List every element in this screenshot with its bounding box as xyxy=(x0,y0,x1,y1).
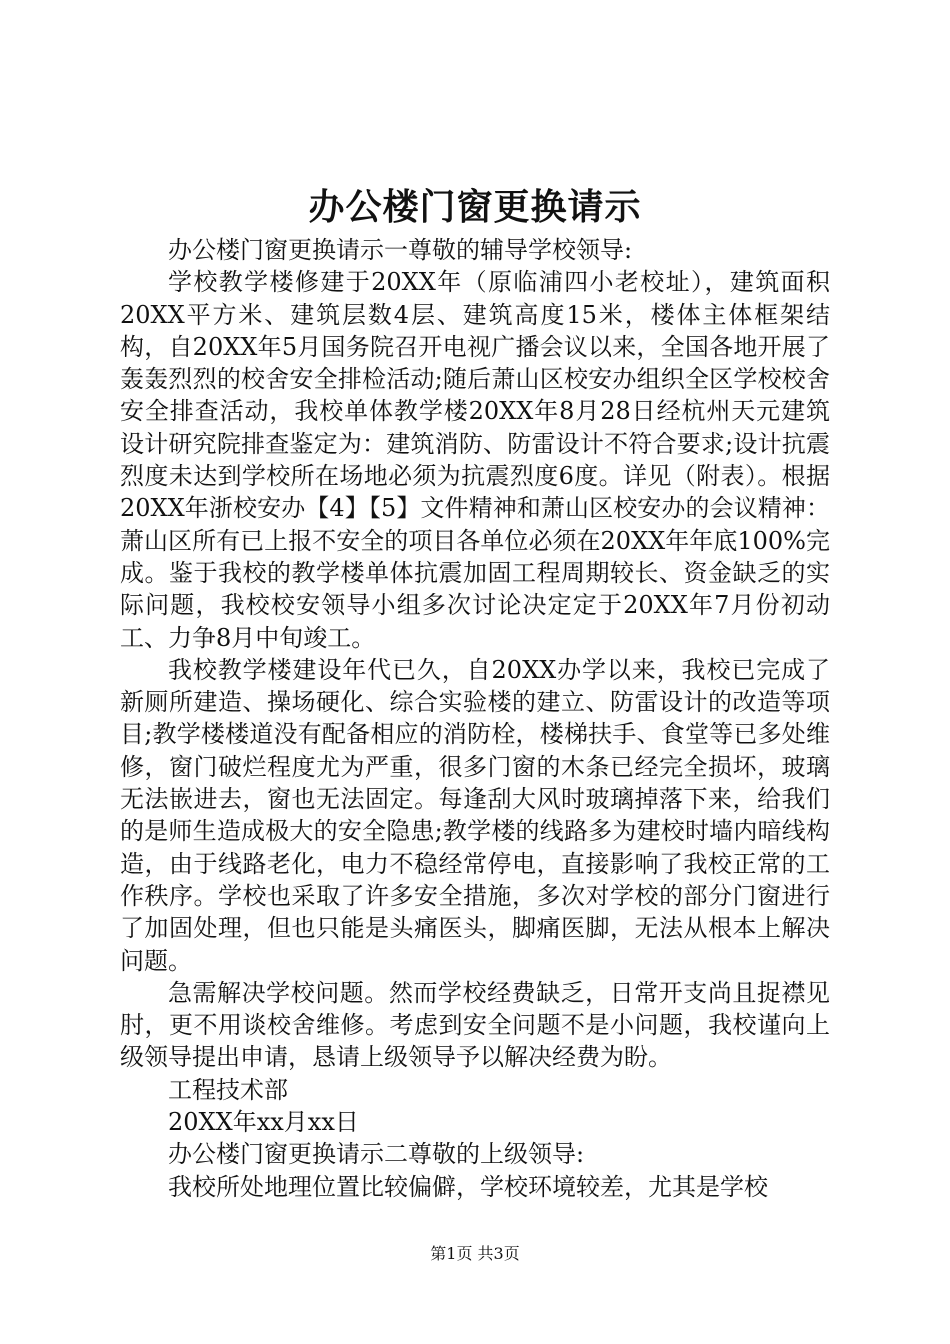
paragraph-background: 学校教学楼修建于20XX年（原临浦四小老校址），建筑面积20XX平方米、建筑层数4层、建筑高度15米，楼体主体框架结构，自20XX年5月国务院召开电视广播会议以来，全国各地开展了轰轰烈烈的校舍安全排检活动;随后萧山区校安办组织全区学校校舍安全排查活动，我校单体教学楼20XX年8月28日经杭州天元建筑设计研究院排查鉴定为：建筑消防、防雷设计不符合要求;设计抗震烈度未达到学校所在场地必须为抗震烈度6度。详见（附表）。根据20XX年浙校安办【4】【5】文件精神和萧山区校安办的会议精神：萧山区所有已上报不安全的项目各单位必须在20XX年年底100%完成。鉴于我校的教学楼单体抗震加固工程周期较长、资金缺乏的实际问题，我校校安领导小组多次讨论决定定于20XX年7月份初动工、力争8月中旬竣工。 xyxy=(120,268,830,652)
document-body xyxy=(120,234,830,1203)
paragraph-current-state: 我校教学楼建设年代已久，自20XX办学以来，我校已完成了新厕所建造、操场硬化、综合实验楼的建立、防雷设计的改造等项目;教学楼楼道没有配备相应的消防栓，楼梯扶手、食堂等已多处维修，窗门破烂程度尤为严重，很多门窗的木条已经完全损坏，玻璃无法嵌进去，窗也无法固定。每逢刮大风时玻璃掉落下来，给我们的是师生造成极大的安全隐患;教学楼的线路多为建校时墙内暗线构造，由于线路老化，电力不稳经常停电，直接影响了我校正常的工作秩序。学校也采取了许多安全措施，多次对学校的部分门窗进行了加固处理，但也只能是头痛医头，脚痛医脚，无法从根本上解决问题。 xyxy=(120,655,830,975)
paragraph-salutation-1: 办公楼门窗更换请示一尊敬的辅导学校领导: xyxy=(168,236,633,264)
paragraph-request: 急需解决学校问题。然而学校经费缺乏，日常开支尚且捉襟见肘，更不用谈校舍维修。考虑到安全问题不是小问题，我校谨向上级领导提出申请，恳请上级领导予以解决经费为盼。 xyxy=(120,978,830,1072)
paragraph-second-request-start: 我校所处地理位置比较偏僻，学校环境较差，尤其是学校 xyxy=(168,1172,768,1201)
signature-date: 20XX年xx月xx日 xyxy=(168,1108,359,1137)
document-title: 办公楼门窗更换请示 xyxy=(308,186,642,228)
page-footer: 第1页 共3页 xyxy=(430,1244,520,1263)
paragraph-salutation-2: 办公楼门窗更换请示二尊敬的上级领导: xyxy=(168,1140,585,1169)
signature-department: 工程技术部 xyxy=(168,1075,288,1104)
